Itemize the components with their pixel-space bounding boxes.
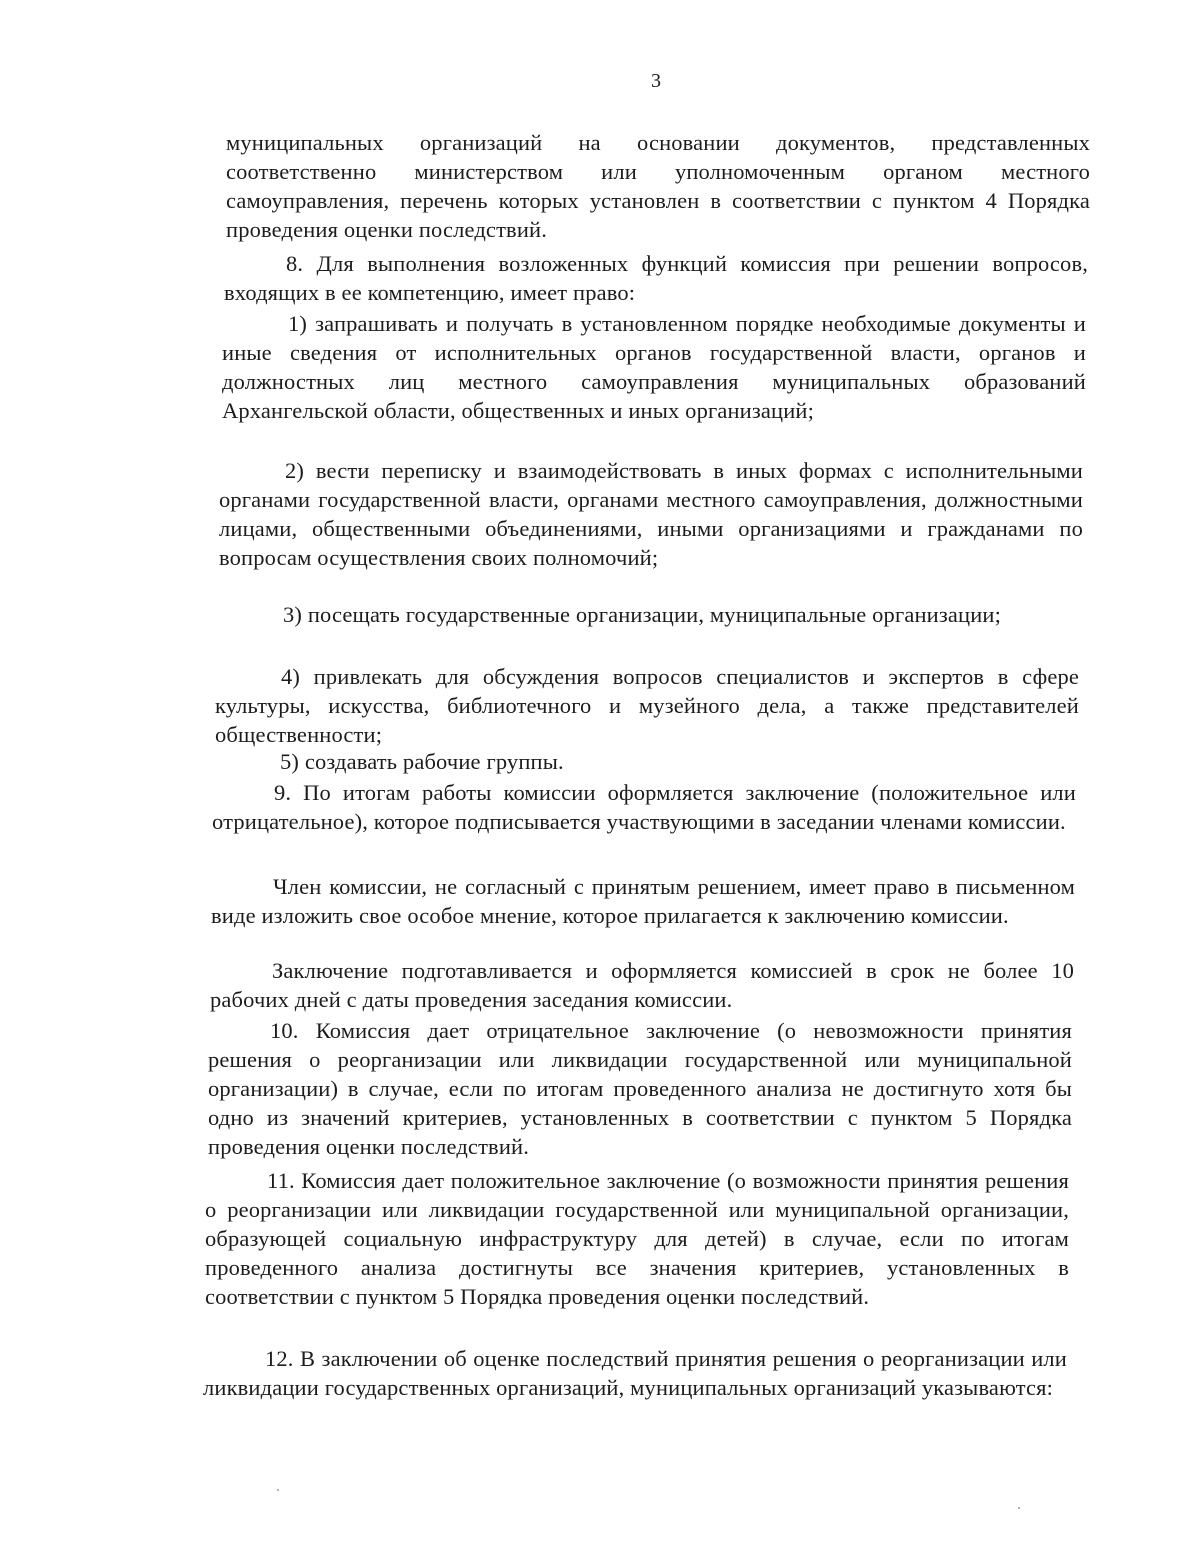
page-number: 3: [651, 70, 661, 92]
paragraph-item-10: 10. Комиссия дает отрицательное заключение (о невозможности принятия решения о реорганизации или ликвидации государственной или муниципальной организации) в случае, если по итогам проведенного анализа не достигнуто хотя бы одно из значений критериев, установленных в соответствии с пунктом 5 Порядка проведения оценки последствий.: [208, 1018, 1072, 1159]
scan-speck: [1018, 1507, 1020, 1509]
paragraph-item-8: 8. Для выполнения возложенных функций комиссия при решении вопросов, входящих в ее компетенцию, имеет право:: [224, 251, 1088, 305]
paragraph-item-8-2: 2) вести переписку и взаимодействовать в иных формах с исполнительными органами государственной власти, органами местного самоуправления, должностными лицами, общественными объединениями, иными организациями и гражданами по вопросам осуществления своих полномочий;: [219, 458, 1083, 570]
paragraph-item-9: 9. По итогам работы комиссии оформляется заключение (положительное или отрицательное), которое подписывается участвующими в заседании членами комиссии.: [212, 780, 1076, 834]
paragraph-item-11: 11. Комиссия дает положительное заключение (о возможности принятия решения о реорганизации или ликвидации государственной или муниципальной организации, образующей социальную инфраструктуру для детей) в случае, если по итогам проведенного анализа достигнуты все значения критериев, установленных в соответствии с пунктом 5 Порядка проведения оценки последствий.: [205, 1168, 1069, 1309]
paragraph-deadline: Заключение подготавливается и оформляется комиссией в срок не более 10 рабочих дней с даты проведения заседания комиссии.: [210, 958, 1074, 1012]
paragraph-item-8-4: 4) привлекать для обсуждения вопросов специалистов и экспертов в сфере культуры, искусства, библиотечного и музейного дела, а также представителей общественности;: [215, 664, 1079, 747]
paragraph-item-12: 12. В заключении об оценке последствий принятия решения о реорганизации или ликвидации государственных организаций, муниципальных организаций указываются:: [203, 1346, 1067, 1400]
paragraph-dissent: Член комиссии, не согласный с принятым решением, имеет право в письменном виде изложить свое особое мнение, которое прилагается к заключению комиссии.: [211, 874, 1075, 928]
paragraph-item-8-5: 5) создавать рабочие группы.: [280, 749, 564, 774]
paragraph-item-8-3: 3) посещать государственные организации, муниципальные организации;: [283, 602, 1001, 627]
scan-speck: [277, 1489, 279, 1491]
paragraph-continuation: муниципальных организаций на основании документов, представленных соответственно министерством или уполномоченным органом местного самоуправления, перечень которых установлен в соответствии с пунктом 4 Порядка проведения оценки последствий.: [226, 130, 1090, 242]
paragraph-item-8-1: 1) запрашивать и получать в установленном порядке необходимые документы и иные сведения от исполнительных органов государственной власти, органов и должностных лиц местного самоуправления муниципальных образований Архангельской области, общественных и иных организаций;: [222, 311, 1086, 423]
